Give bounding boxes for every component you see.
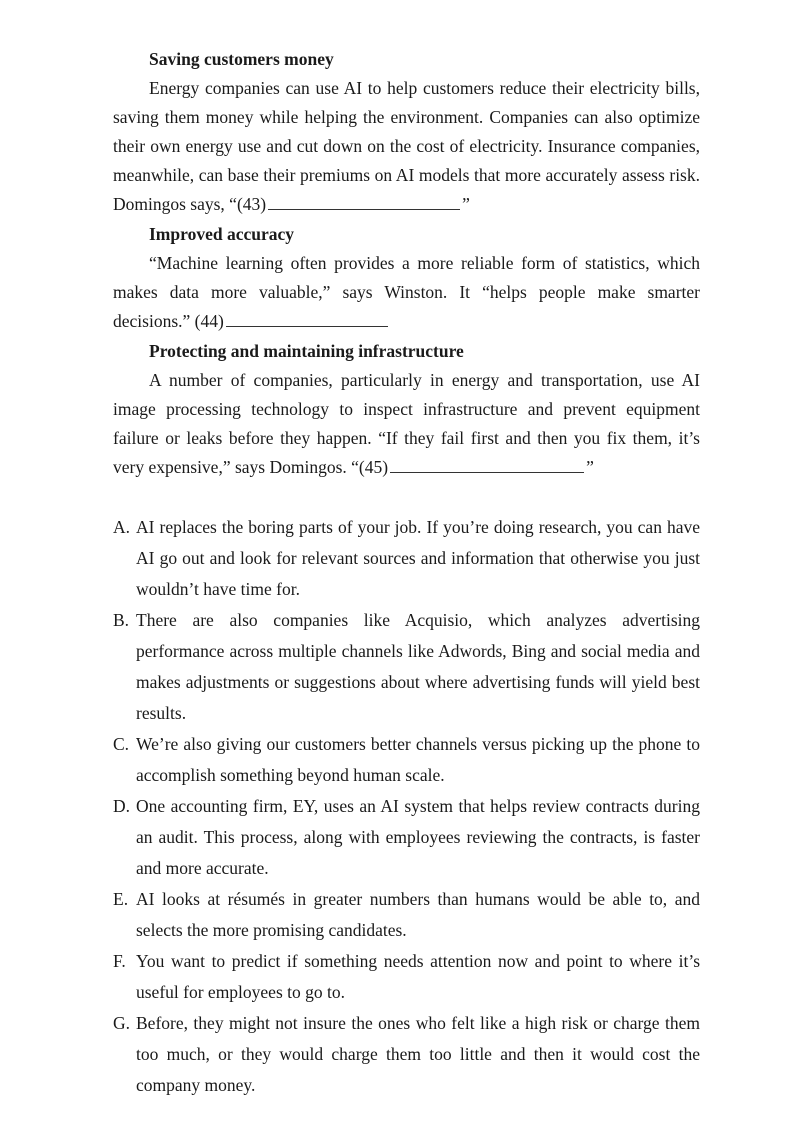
answer-blank-44[interactable] bbox=[226, 325, 388, 327]
option-e bbox=[113, 884, 700, 946]
paragraph-text-end: ” bbox=[586, 457, 594, 477]
section-heading: Improved accuracy bbox=[149, 224, 294, 244]
option-f bbox=[113, 946, 700, 1008]
option-text: You want to predict if something needs attention now and point to where it’s useful for employees to go to. bbox=[136, 951, 700, 1002]
section-paragraph bbox=[113, 74, 700, 219]
option-letter: C. bbox=[113, 734, 130, 754]
spacer bbox=[113, 482, 700, 512]
option-text: Before, they might not insure the ones who felt like a high risk or charge them too much, or they would charge them too little and then it would cost the company money. bbox=[136, 1013, 700, 1095]
section-paragraph bbox=[113, 249, 700, 336]
option-letter: F. bbox=[113, 951, 126, 971]
paragraph-text: A number of companies, particularly in energy and transportation, use AI image processing technology to inspect infrastructure and prevent equipment failure or leaks before they happen. “If they fail first and then you fix them, it’s very expensive,” says Domingos. “(45) bbox=[113, 370, 700, 477]
answer-blank-43[interactable] bbox=[268, 208, 460, 210]
option-c bbox=[113, 729, 700, 791]
option-letter: D. bbox=[113, 796, 131, 816]
paragraph-text-end: ” bbox=[462, 194, 470, 214]
section-heading: Saving customers money bbox=[149, 49, 334, 69]
option-a bbox=[113, 512, 700, 605]
option-g bbox=[113, 1008, 700, 1101]
answer-blank-45[interactable] bbox=[390, 471, 584, 473]
section-improved-accuracy bbox=[113, 219, 700, 336]
option-text: AI looks at résumés in greater numbers than humans would be able to, and selects the more promising candidates. bbox=[136, 889, 700, 940]
option-text: There are also companies like Acquisio, which analyzes advertising performance across multiple channels like Adwords, Bing and social media and makes adjustments or suggestions about where advertising funds will yield best results. bbox=[136, 610, 700, 723]
section-protecting-infrastructure bbox=[113, 336, 700, 482]
option-letter: B. bbox=[113, 610, 130, 630]
option-text: We’re also giving our customers better channels versus picking up the phone to accomplish something beyond human scale. bbox=[136, 734, 700, 785]
option-letter: A. bbox=[113, 517, 131, 537]
paragraph-text: Energy companies can use AI to help customers reduce their electricity bills, saving them money while helping the environment. Companies can also optimize their own energy use and cut down on the cost of electricity. Insurance companies, meanwhile, can base their premiums on AI models that more accurately assess risk. Domingos says, “(43) bbox=[113, 78, 700, 214]
section-heading: Protecting and maintaining infrastructure bbox=[149, 341, 464, 361]
option-text: AI replaces the boring parts of your job. If you’re doing research, you can have AI go out and look for relevant sources and information that otherwise you just wouldn’t have time for. bbox=[136, 517, 700, 599]
option-b bbox=[113, 605, 700, 729]
paragraph-text: “Machine learning often provides a more reliable form of statistics, which makes data more valuable,” says Winston. It “helps people make smarter decisions.” (44) bbox=[113, 253, 700, 331]
option-d bbox=[113, 791, 700, 884]
section-saving-customers-money bbox=[113, 44, 700, 219]
option-text: One accounting firm, EY, uses an AI system that helps review contracts during an audit. This process, along with employees reviewing the contracts, is faster and more accurate. bbox=[136, 796, 700, 878]
section-paragraph bbox=[113, 366, 700, 482]
option-letter: E. bbox=[113, 889, 129, 909]
options-list bbox=[113, 512, 700, 1101]
document-page bbox=[113, 44, 700, 1101]
option-letter: G. bbox=[113, 1013, 131, 1033]
